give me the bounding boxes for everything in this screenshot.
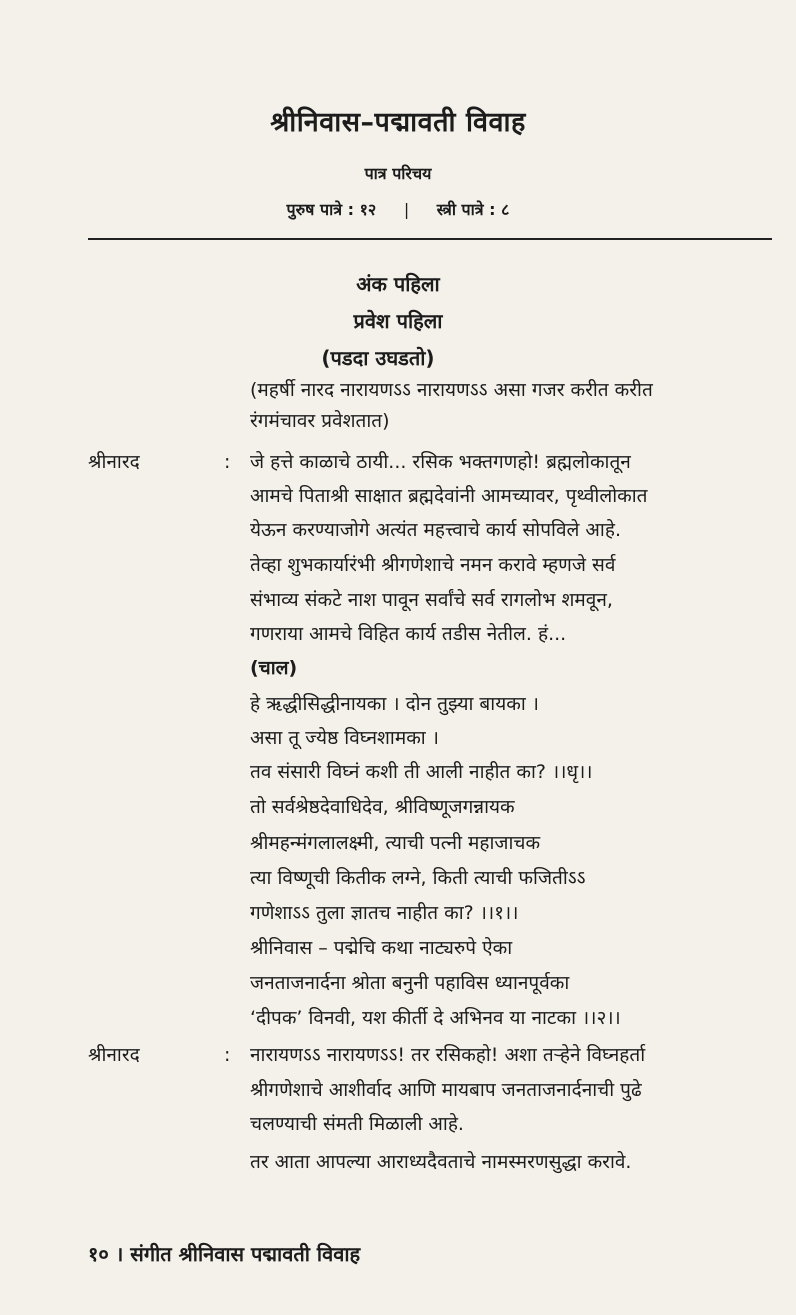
dialogue-line: तेव्हा शुभकार्यारंभी श्रीगणेशाचे नमन करावे म्हणजे सर्व <box>250 554 616 576</box>
stage-direction-line: रंगमंचावर प्रवेशतात) <box>250 410 390 432</box>
song-line: श्रीनिवास – पद्मेचि कथा नाट्यरुपे ऐका <box>250 937 513 959</box>
speaker-colon: : <box>224 1044 231 1066</box>
song-line: ‘दीपक’ विनवी, यश कीर्ती दे अभिनव या नाटका ।।२।। <box>250 1007 621 1029</box>
dialogue-line: गणराया आमचे विहित कार्य तडीस नेतील. हं... <box>250 623 567 645</box>
dialogue-line: तर आता आपल्या आराध्यदैवताचे नामस्मरणसुद्धा करावे. <box>250 1151 632 1173</box>
song-line: जनताजनार्दना श्रोता बनुनी पहाविस ध्यानपूर्वका <box>250 972 570 994</box>
female-characters-count: स्त्री पात्रे : ८ <box>436 200 510 219</box>
song-line: गणेशाऽऽ तुला ज्ञातच नाहीत का? ।।१।। <box>250 902 519 924</box>
song-line: असा तू ज्येष्ठ विघ्नशामका । <box>250 727 439 749</box>
scene-title: प्रवेश पहिला <box>353 309 443 333</box>
page-footer: १० । संगीत श्रीनिवास पद्मावती विवाह <box>88 1242 361 1266</box>
cast-counts <box>0 198 796 220</box>
stage-direction-line: (महर्षी नारद नारायणऽऽ नारायणऽऽ असा गजर करीत करीत <box>250 379 653 401</box>
cast-heading: पात्र परिचय <box>364 164 432 183</box>
curtain-direction: (पडदा उघडतो) <box>321 346 435 370</box>
dialogue-line: चलण्याची संमती मिळाली आहे. <box>250 1113 464 1135</box>
speaker-name: श्रीनारद <box>88 1044 140 1066</box>
dialogue-line: संभाव्य संकटे नाश पावून सर्वांचे सर्व रागलोभ शमवून, <box>250 589 613 611</box>
count-separator: | <box>403 200 410 219</box>
song-line: त्या विष्णूची कितीक लग्ने, किती त्याची फजितीऽऽ <box>250 867 586 889</box>
song-line: तव संसारी विघ्नं कशी ती आली नाहीत का? ।।धृ।। <box>250 761 593 783</box>
dialogue-line: जे हत्ते काळाचे ठायी... रसिक भक्तगणहो! ब्रह्मलोकातून <box>250 451 631 473</box>
chaal-label: (चाल) <box>250 657 298 679</box>
song-line: हे ऋद्धीसिद्धीनायका । दोन तुझ्या बायका । <box>250 693 539 715</box>
song-line: श्रीमहन्मंगलालक्ष्मी, त्याची पत्नी महाजाचक <box>250 832 541 854</box>
male-characters-count: पुरुष पात्रे : १२ <box>286 200 377 219</box>
song-line: तो सर्वश्रेष्ठदेवाधिदेव, श्रीविष्णूजगन्नायक <box>250 796 515 818</box>
act-title: अंक पहिला <box>356 272 440 296</box>
speaker-name: श्रीनारद <box>88 451 140 473</box>
page-title: श्रीनिवास–पद्मावती विवाह <box>270 107 526 138</box>
header-divider <box>88 238 772 240</box>
dialogue-line: नारायणऽऽ नारायणऽऽ! तर रसिकहो! अशा तऱ्हेने विघ्नहर्ता <box>250 1044 646 1066</box>
dialogue-line: येऊन करण्याजोगे अत्यंत महत्त्वाचे कार्य सोपविले आहे. <box>250 519 621 541</box>
dialogue-line: श्रीगणेशाचे आशीर्वाद आणि मायबाप जनताजनार्दनाची पुढे <box>250 1079 642 1101</box>
dialogue-line: आमचे पिताश्री साक्षात ब्रह्मदेवांनी आमच्यावर, पृथ्वीलोकात <box>250 485 648 507</box>
speaker-colon: : <box>224 451 231 473</box>
